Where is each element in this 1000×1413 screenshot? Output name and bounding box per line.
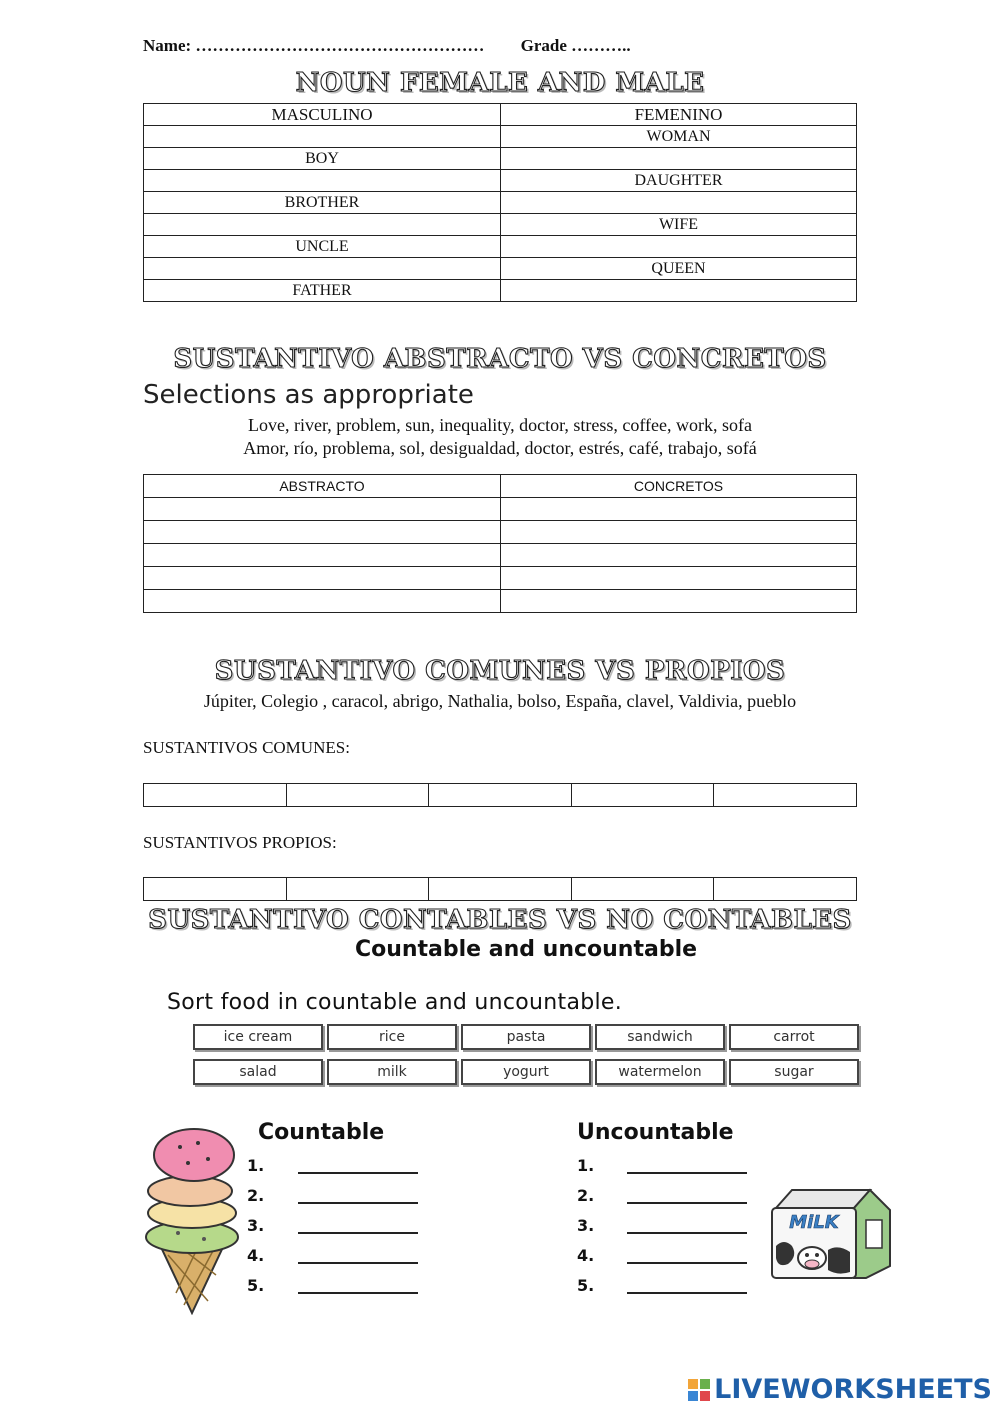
label-comunes: SUSTANTIVOS COMUNES:: [143, 738, 350, 757]
abstract-concrete-table: [143, 474, 857, 613]
answer-line[interactable]: [298, 1172, 418, 1174]
answer-cell[interactable]: [501, 521, 857, 544]
table-row: [144, 521, 857, 544]
comunes-table: [143, 783, 857, 807]
given-cell: DAUGHTER: [501, 170, 857, 192]
table-row: [144, 878, 857, 901]
answer-cell[interactable]: [144, 258, 501, 280]
given-cell: QUEEN: [501, 258, 857, 280]
answer-line[interactable]: [627, 1292, 747, 1294]
list-number: 3.: [577, 1216, 595, 1235]
given-cell: WOMAN: [501, 126, 857, 148]
countable-label: Countable: [258, 1120, 385, 1145]
col-abstracto: ABSTRACTO: [144, 475, 501, 498]
given-cell: WIFE: [501, 214, 857, 236]
answer-line[interactable]: [627, 1232, 747, 1234]
food-chip[interactable]: yogurt: [461, 1059, 591, 1085]
logo-icon: [688, 1379, 710, 1401]
food-chip[interactable]: milk: [327, 1059, 457, 1085]
answer-line[interactable]: [298, 1202, 418, 1204]
table-row: [144, 590, 857, 613]
answer-cell[interactable]: [144, 498, 501, 521]
table-row: [144, 192, 857, 214]
answer-line[interactable]: [627, 1172, 747, 1174]
answer-cell[interactable]: [501, 280, 857, 302]
food-chip[interactable]: sugar: [729, 1059, 859, 1085]
list-number: 2.: [577, 1186, 595, 1205]
answer-cell[interactable]: [144, 214, 501, 236]
table-row: [144, 544, 857, 567]
answer-cell[interactable]: [144, 784, 287, 807]
food-chip[interactable]: watermelon: [595, 1059, 725, 1085]
table-row: [144, 148, 857, 170]
table-row: [144, 236, 857, 258]
answer-cell[interactable]: [501, 590, 857, 613]
food-chip[interactable]: ice cream: [193, 1024, 323, 1050]
answer-cell[interactable]: [144, 126, 501, 148]
answer-cell[interactable]: [144, 878, 287, 901]
answer-cell[interactable]: [144, 521, 501, 544]
section2-title: SUSTANTIVO ABSTRACTO VS CONCRETOS: [173, 344, 827, 374]
uncountable-label: Uncountable: [577, 1120, 734, 1145]
table-row: [144, 258, 857, 280]
answer-cell[interactable]: [501, 192, 857, 214]
countable-subtitle: Countable and uncountable: [354, 937, 698, 962]
food-chip[interactable]: salad: [193, 1059, 323, 1085]
answer-cell[interactable]: [286, 878, 429, 901]
list-number: 1.: [247, 1156, 265, 1175]
answer-cell[interactable]: [571, 784, 714, 807]
student-header: [143, 36, 631, 56]
list-number: 2.: [247, 1186, 265, 1205]
table-row: [144, 280, 857, 302]
answer-cell[interactable]: [501, 567, 857, 590]
food-chip[interactable]: rice: [327, 1024, 457, 1050]
answer-cell[interactable]: [429, 878, 572, 901]
col-concretos: CONCRETOS: [501, 475, 857, 498]
answer-cell[interactable]: [501, 544, 857, 567]
answer-cell[interactable]: [714, 784, 857, 807]
list-number: 5.: [577, 1276, 595, 1295]
answer-cell[interactable]: [144, 170, 501, 192]
answer-line[interactable]: [627, 1202, 747, 1204]
list-number: 4.: [577, 1246, 595, 1265]
given-cell: BOY: [144, 148, 501, 170]
liveworksheets-logo: [688, 1374, 992, 1405]
ice-cream-illustration: [138, 1125, 246, 1315]
table-row: [144, 170, 857, 192]
answer-cell[interactable]: [429, 784, 572, 807]
word-list-spanish: Amor, río, problema, sol, desigualdad, doctor, estrés, café, trabajo, sofá: [243, 438, 757, 458]
list-number: 1.: [577, 1156, 595, 1175]
answer-cell[interactable]: [714, 878, 857, 901]
answer-cell[interactable]: [501, 148, 857, 170]
logo-text: LIVEWORKSHEETS: [714, 1374, 992, 1405]
table-row: [144, 567, 857, 590]
answer-cell[interactable]: [501, 498, 857, 521]
table-row: [144, 498, 857, 521]
section3-title: SUSTANTIVO COMUNES VS PROPIOS: [214, 656, 786, 686]
word-list-nouns: Júpiter, Colegio , caracol, abrigo, Nathalia, bolso, España, clavel, Valdivia, pueblo: [203, 691, 797, 711]
food-chip[interactable]: carrot: [729, 1024, 859, 1050]
given-cell: UNCLE: [144, 236, 501, 258]
list-number: 4.: [247, 1246, 265, 1265]
answer-cell[interactable]: [571, 878, 714, 901]
list-number: 3.: [247, 1216, 265, 1235]
answer-cell[interactable]: [144, 544, 501, 567]
answer-line[interactable]: [298, 1262, 418, 1264]
section4-title: SUSTANTIVO CONTABLES VS NO CONTABLES: [148, 905, 852, 935]
answer-line[interactable]: [298, 1232, 418, 1234]
propios-table: [143, 877, 857, 901]
answer-cell[interactable]: [144, 567, 501, 590]
answer-cell[interactable]: [501, 236, 857, 258]
food-chip[interactable]: sandwich: [595, 1024, 725, 1050]
gender-table: [143, 103, 857, 302]
col-masculino: MASCULINO: [144, 104, 501, 126]
label-propios: SUSTANTIVOS PROPIOS:: [143, 833, 337, 852]
given-cell: BROTHER: [144, 192, 501, 214]
answer-line[interactable]: [627, 1262, 747, 1264]
answer-cell[interactable]: [286, 784, 429, 807]
table-row: [144, 784, 857, 807]
sort-instruction: Sort food in countable and uncountable.: [167, 990, 623, 1015]
table-row: [144, 214, 857, 236]
list-number: 5.: [247, 1276, 265, 1295]
table-row: [144, 126, 857, 148]
milk-carton-illustration: [766, 1186, 896, 1282]
answer-line[interactable]: [298, 1292, 418, 1294]
food-chip[interactable]: pasta: [461, 1024, 591, 1050]
name-field[interactable]: Name: ……………………………………………: [143, 36, 485, 55]
section1-title: NOUN FEMALE AND MALE: [295, 68, 705, 98]
grade-field[interactable]: Grade ………..: [520, 36, 631, 55]
answer-cell[interactable]: [144, 590, 501, 613]
word-list-english: Love, river, problem, sun, inequality, doctor, stress, coffee, work, sofa: [248, 415, 752, 435]
col-femenino: FEMENINO: [501, 104, 857, 126]
milk-carton-label: MiLK: [789, 1212, 839, 1233]
given-cell: FATHER: [144, 280, 501, 302]
section2-instruction: Selections as appropriate: [143, 380, 474, 410]
